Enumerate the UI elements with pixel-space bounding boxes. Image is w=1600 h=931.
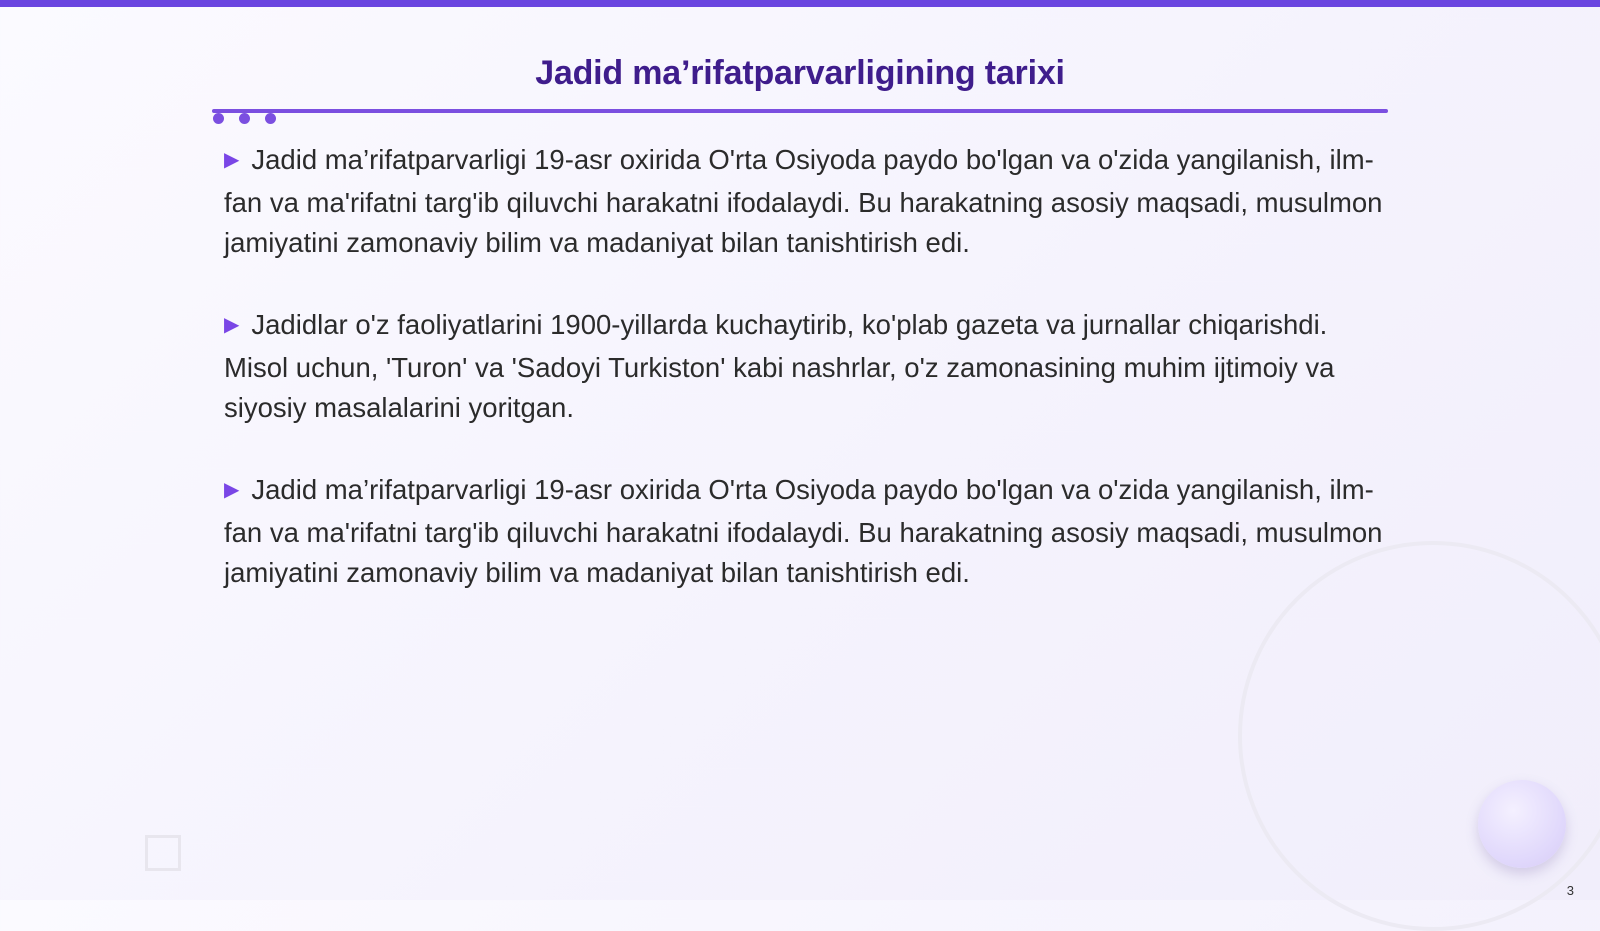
- decor-square: [145, 835, 181, 871]
- bullet-paragraph: [224, 470, 1384, 593]
- decor-dot: [213, 113, 224, 124]
- decor-ring: [1238, 541, 1600, 931]
- triangle-right-icon: ▶: [224, 314, 240, 336]
- slide-title: Jadid ma’rifatparvarligining tarixi: [535, 54, 1065, 92]
- triangle-right-icon: ▶: [224, 479, 240, 501]
- paragraph-text: Jadidlar o'z faoliyatlarini 1900-yillarda kuchaytirib, ko'plab gazeta va jurnallar chiqarishdi. Misol uchun, 'Turon' va 'Sadoyi Turkiston' kabi nashrlar, o'z zamonasining muhim ijtimoiy va siyosiy masalalarini yoritgan.: [224, 309, 1335, 423]
- triangle-right-icon: ▶: [224, 149, 240, 171]
- page-number: 3: [1566, 883, 1574, 898]
- bullet-paragraph: [224, 305, 1384, 428]
- title-underline: [212, 109, 1388, 113]
- decor-dot: [265, 113, 276, 124]
- decor-dot: [239, 113, 250, 124]
- decor-bubble: [1478, 780, 1566, 868]
- bullet-paragraph: [224, 140, 1384, 263]
- top-accent-bar: [0, 0, 1600, 7]
- paragraph-text: Jadid ma’rifatparvarligi 19-asr oxirida O'rta Osiyoda paydo bo'lgan va o'zida yangilanish, ilm-fan va ma'rifatni targ'ib qiluvchi harakatni ifodalaydi. Bu harakatning asosiy maqsadi, musulmon jamiyatini zamonaviy bilim va madaniyat bilan tanishtirish edi.: [224, 474, 1383, 588]
- slide-body: [224, 140, 1384, 635]
- paragraph-text: Jadid ma’rifatparvarligi 19-asr oxirida O'rta Osiyoda paydo bo'lgan va o'zida yangilanish, ilm-fan va ma'rifatni targ'ib qiluvchi harakatni ifodalaydi. Bu harakatning asosiy maqsadi, musulmon jamiyatini zamonaviy bilim va madaniyat bilan tanishtirish edi.: [224, 144, 1383, 258]
